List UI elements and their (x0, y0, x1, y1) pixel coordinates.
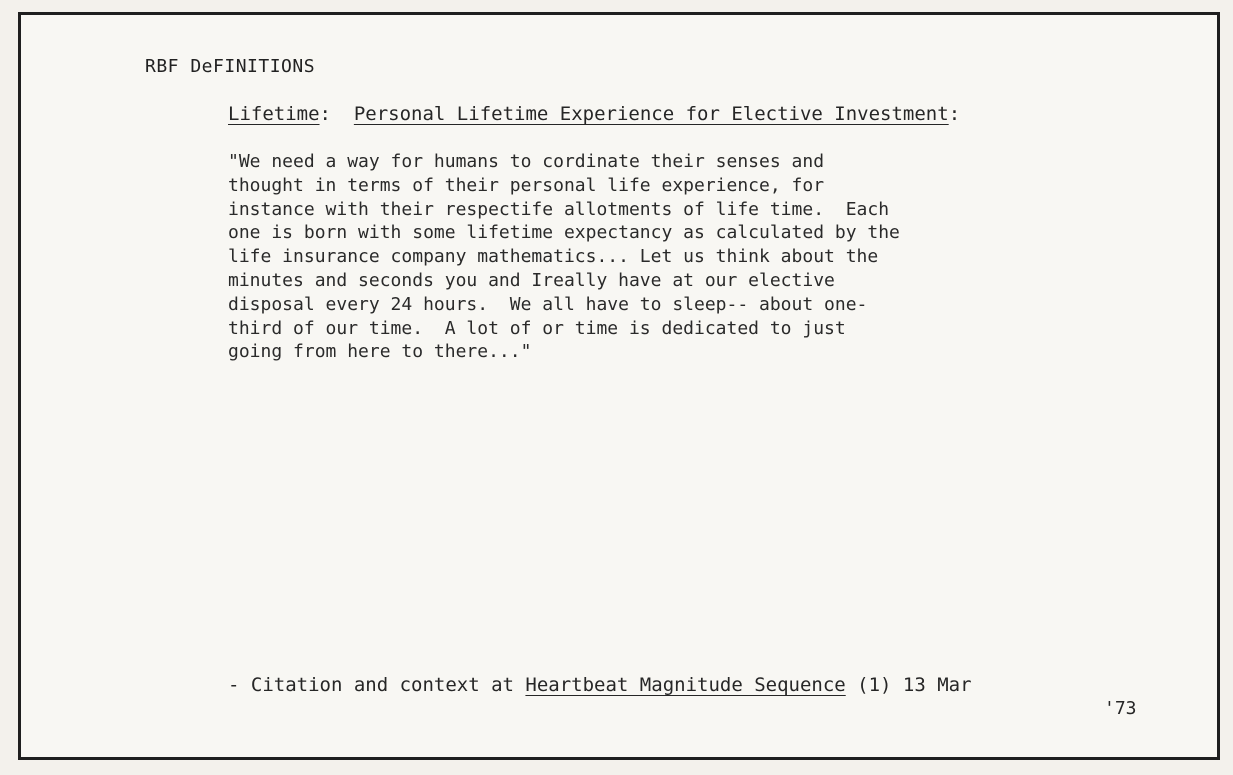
card-heading: RBF DeFINITIONS (145, 56, 316, 77)
quote-line: disposal every 24 hours. We all have to sleep-- about one- (228, 293, 868, 315)
quote-line: thought in terms of their personal life experience, for (228, 174, 825, 196)
quote-line: going from here to there..." (228, 341, 532, 363)
definition-term-line (228, 103, 960, 125)
quote-line: one is born with some lifetime expectancy as calculated by the (228, 222, 900, 244)
definition-subtitle-colon: : (948, 103, 961, 125)
citation-line (228, 674, 972, 696)
quotation-block (228, 150, 1128, 364)
definition-gap (331, 103, 354, 125)
citation-link[interactable]: Heartbeat Magnitude Sequence (525, 674, 846, 696)
quote-line: instance with their respectife allotments of life time. Each (228, 198, 890, 220)
page-margin-bottom (0, 760, 1233, 775)
citation-suffix: (1) 13 Mar (845, 674, 972, 696)
definition-term: Lifetime (228, 103, 320, 125)
definition-subtitle: Personal Lifetime Experience for Elective Investment (353, 103, 949, 125)
citation-year: '73 (1104, 698, 1137, 719)
quote-line: life insurance company mathematics... Let us think about the (228, 246, 879, 268)
definition-term-colon: : (319, 103, 331, 125)
quote-line: third of our time. A lot of or time is dedicated to just (228, 317, 846, 339)
quote-line: "We need a way for humans to cordinate their senses and (228, 151, 825, 172)
page-margin-top (0, 0, 1233, 12)
quote-line: minutes and seconds you and Ireally have at our elective (228, 269, 835, 291)
citation-prefix: - Citation and context at (228, 674, 526, 696)
